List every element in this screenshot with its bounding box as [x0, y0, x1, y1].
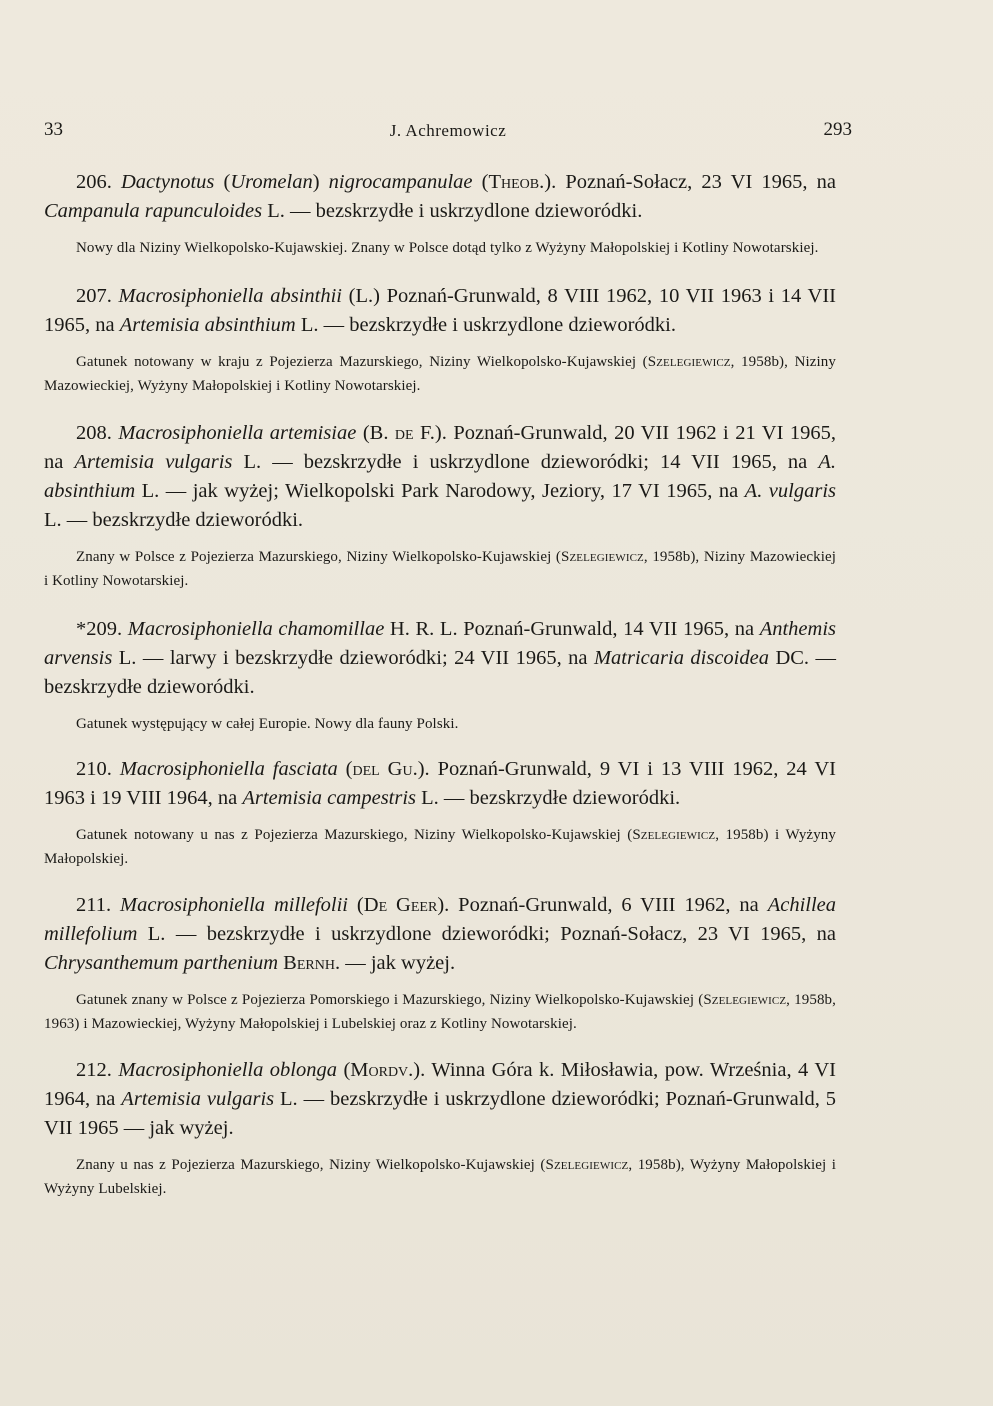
entry-number: *209. [76, 618, 123, 640]
entry-206 [44, 168, 836, 260]
note-text: , 1958b), Niziny Mazowieckiej i Kotliny Nowotarskiej. [44, 549, 836, 589]
entry-number: 210. [76, 758, 112, 780]
species-name: Macrosiphoniella oblonga [118, 1059, 337, 1081]
record-text: (L.) Poznań-Grunwald, 8 VIII 1962, 10 VII 1963 i 14 VII 1965, na [44, 285, 837, 336]
entry-number: 211. [76, 894, 112, 916]
record-text: . — jak wyżej. [334, 952, 456, 974]
record-text: Winna Góra k. Miłosławia, pow. Września, 4 VI 1964, na [44, 1059, 836, 1110]
entry-text [44, 282, 836, 340]
entry-207 [44, 282, 836, 398]
plant-author: B [278, 952, 297, 974]
host-plant: Campanula rapunculoides [44, 200, 263, 222]
note-text: Znany w Polsce z Pojezierza Mazurskiego, Niziny Wielkopolsko-Kujawskiej ( [76, 549, 562, 565]
record-text: DC. — bezskrzydłe dzieworódki. [44, 647, 836, 698]
species-author: ( [337, 758, 353, 780]
entry-number: 207. [76, 285, 112, 307]
entry-212 [44, 1056, 836, 1201]
entry-208 [44, 419, 836, 593]
species-author: .). [408, 1059, 426, 1081]
species-name: nigrocampanulae [328, 171, 473, 193]
host-plant: Anthemis arvensis [44, 618, 836, 669]
cited-author: Szelegiewicz [647, 354, 731, 370]
record-text: Poznań-Grunwald, 9 VI i 13 VIII 1962, 24 VI 1963 i 19 VIII 1964, na [44, 758, 837, 809]
punctuation: ( [472, 171, 489, 193]
species-author: ordv [368, 1059, 409, 1081]
entry-text [44, 891, 836, 978]
host-plant: Chrysanthemum parthenium [44, 952, 279, 974]
record-text: L. — bezskrzydłe i uskrzydlone dzieworódki. [295, 314, 676, 336]
note-text: , 1958b), Wyżyny Małopolskiej i Wyżyny Lubelskiej. [44, 1157, 836, 1197]
note-text: Gatunek notowany u nas z Pojezierza Mazurskiego, Niziny Wielkopolsko-Kujawskiej ( [76, 827, 633, 843]
species-author: del [352, 758, 380, 780]
right-page-number: 293 [823, 119, 852, 140]
host-plant: Artemisia campestris [242, 787, 417, 809]
record-text: L. — bezskrzydłe i uskrzydlone dzieworódki. [262, 200, 643, 222]
entry-text [44, 419, 836, 535]
record-text: H. R. L. Poznań-Grunwald, 14 VII 1965, na [384, 618, 760, 640]
running-header [44, 119, 852, 143]
record-text: L. — bezskrzydłe i uskrzydlone dzieworódki; Poznań-Grunwald, 5 VII 1965 — jak wyżej. [44, 1088, 836, 1139]
species-author: F.). [413, 422, 447, 444]
record-text: L. — jak wyżej; Wielkopolski Park Narodowy, Jeziory, 17 VI 1965, na [135, 480, 745, 502]
entry-note [44, 1153, 836, 1201]
cited-author: Szelegiewicz [545, 1157, 629, 1173]
record-text: L. — bezskrzydłe i uskrzydlone dzieworódki; Poznań-Sołacz, 23 VI 1965, na [137, 923, 836, 945]
entry-note: Gatunek występujący w całej Europie. Nowy dla fauny Polski. [76, 716, 459, 732]
entry-note [44, 350, 836, 398]
host-plant: Artemisia absinthium [119, 314, 296, 336]
entry-text [44, 615, 836, 702]
species-author: eer [410, 894, 438, 916]
entry-note [44, 823, 836, 871]
page-body [44, 168, 836, 1201]
punctuation: ( [214, 171, 231, 193]
host-plant: Achillea millefolium [44, 894, 837, 945]
plant-author: ernh [296, 952, 335, 974]
genus-name: Dactynotus [121, 171, 215, 193]
entry-211 [44, 891, 836, 1036]
host-plant: Artemisia vulgaris [74, 451, 233, 473]
subgenus-name: Uromelan [230, 171, 313, 193]
species-author: Theob. [488, 171, 545, 193]
host-plant: Matricaria discoidea [593, 647, 769, 669]
record-text: L. — bezskrzydłe i uskrzydlone dzieworódki; 14 VII 1965, na [232, 451, 819, 473]
species-author: (M [336, 1059, 369, 1081]
entry-number: 206. [76, 171, 112, 193]
cited-author: Szelegiewicz [703, 992, 787, 1008]
entry-text [44, 168, 836, 226]
species-author: ). [437, 894, 450, 916]
entry-number: 212. [76, 1059, 112, 1081]
cited-author: Szelegiewicz [632, 827, 716, 843]
species-author: .). [412, 758, 430, 780]
species-name: Macrosiphoniella artemisiae [118, 422, 357, 444]
record-text: L. — bezskrzydłe dzieworódki. [44, 509, 304, 531]
host-plant: A. absinthium [44, 451, 836, 502]
species-author: (D [348, 894, 379, 916]
entry-note [44, 545, 836, 593]
left-page-number: 33 [44, 119, 63, 140]
species-name: Macrosiphoniella fasciata [119, 758, 338, 780]
note-text: , 1958b), Niziny Mazowieckiej, Wyżyny Małopolskiej i Kotliny Nowotarskiej. [44, 354, 837, 394]
entry-number: 208. [76, 422, 112, 444]
note-text: , 1958b) i Wyżyny Małopolskiej. [44, 827, 836, 867]
entry-note: Nowy dla Niziny Wielkopolsko-Kujawskiej. Znany w Polsce dotąd tylko z Wyżyny Małopolskiej i Kotliny Nowotarskiej. [76, 240, 819, 256]
entry-210 [44, 755, 836, 871]
record-text: Poznań-Grunwald, 6 VIII 1962, na [449, 894, 768, 916]
species-author: (B. [356, 422, 395, 444]
note-text: Gatunek notowany w kraju z Pojezierza Mazurskiego, Niziny Wielkopolsko-Kujawskiej ( [76, 354, 648, 370]
record-text: L. — bezskrzydłe dzieworódki. [416, 787, 681, 809]
punctuation: ). [544, 171, 557, 193]
entry-209 [44, 615, 836, 736]
species-author: G [387, 894, 411, 916]
species-author: u [402, 758, 413, 780]
entry-text [44, 1056, 836, 1143]
species-author: de [394, 422, 414, 444]
record-text: L. — larwy i bezskrzydłe dzieworódki; 24 VII 1965, na [112, 647, 594, 669]
note-text: Znany u nas z Pojezierza Mazurskiego, Niziny Wielkopolsko-Kujawskiej ( [76, 1157, 546, 1173]
species-name: Macrosiphoniella absinthii [118, 285, 342, 307]
locality-text: Poznań-Sołacz, 23 VI 1965, na [556, 171, 836, 193]
species-author: G [379, 758, 403, 780]
punctuation: ) [312, 171, 329, 193]
host-plant: A. vulgaris [744, 480, 837, 502]
note-text: , 1958b, 1963) i Mazowieckiej, Wyżyny Małopolskiej i Lubelskiej oraz z Kotliny Nowotarskiej. [44, 992, 836, 1032]
note-text: Gatunek znany w Polsce z Pojezierza Pomorskiego i Mazurskiego, Niziny Wielkopolsko-Kujawskiej ( [76, 992, 704, 1008]
entry-note [44, 988, 836, 1036]
record-text: Poznań-Grunwald, 20 VII 1962 i 21 VI 1965, na [44, 422, 837, 473]
cited-author: Szelegiewicz [561, 549, 644, 565]
running-author: J. Achremowicz [389, 121, 507, 140]
species-name: Macrosiphoniella millefolii [120, 894, 348, 916]
host-plant: Artemisia vulgaris [121, 1088, 275, 1110]
entry-text [44, 755, 836, 813]
species-author: e [378, 894, 388, 916]
species-name: Macrosiphoniella chamomillae [127, 618, 385, 640]
